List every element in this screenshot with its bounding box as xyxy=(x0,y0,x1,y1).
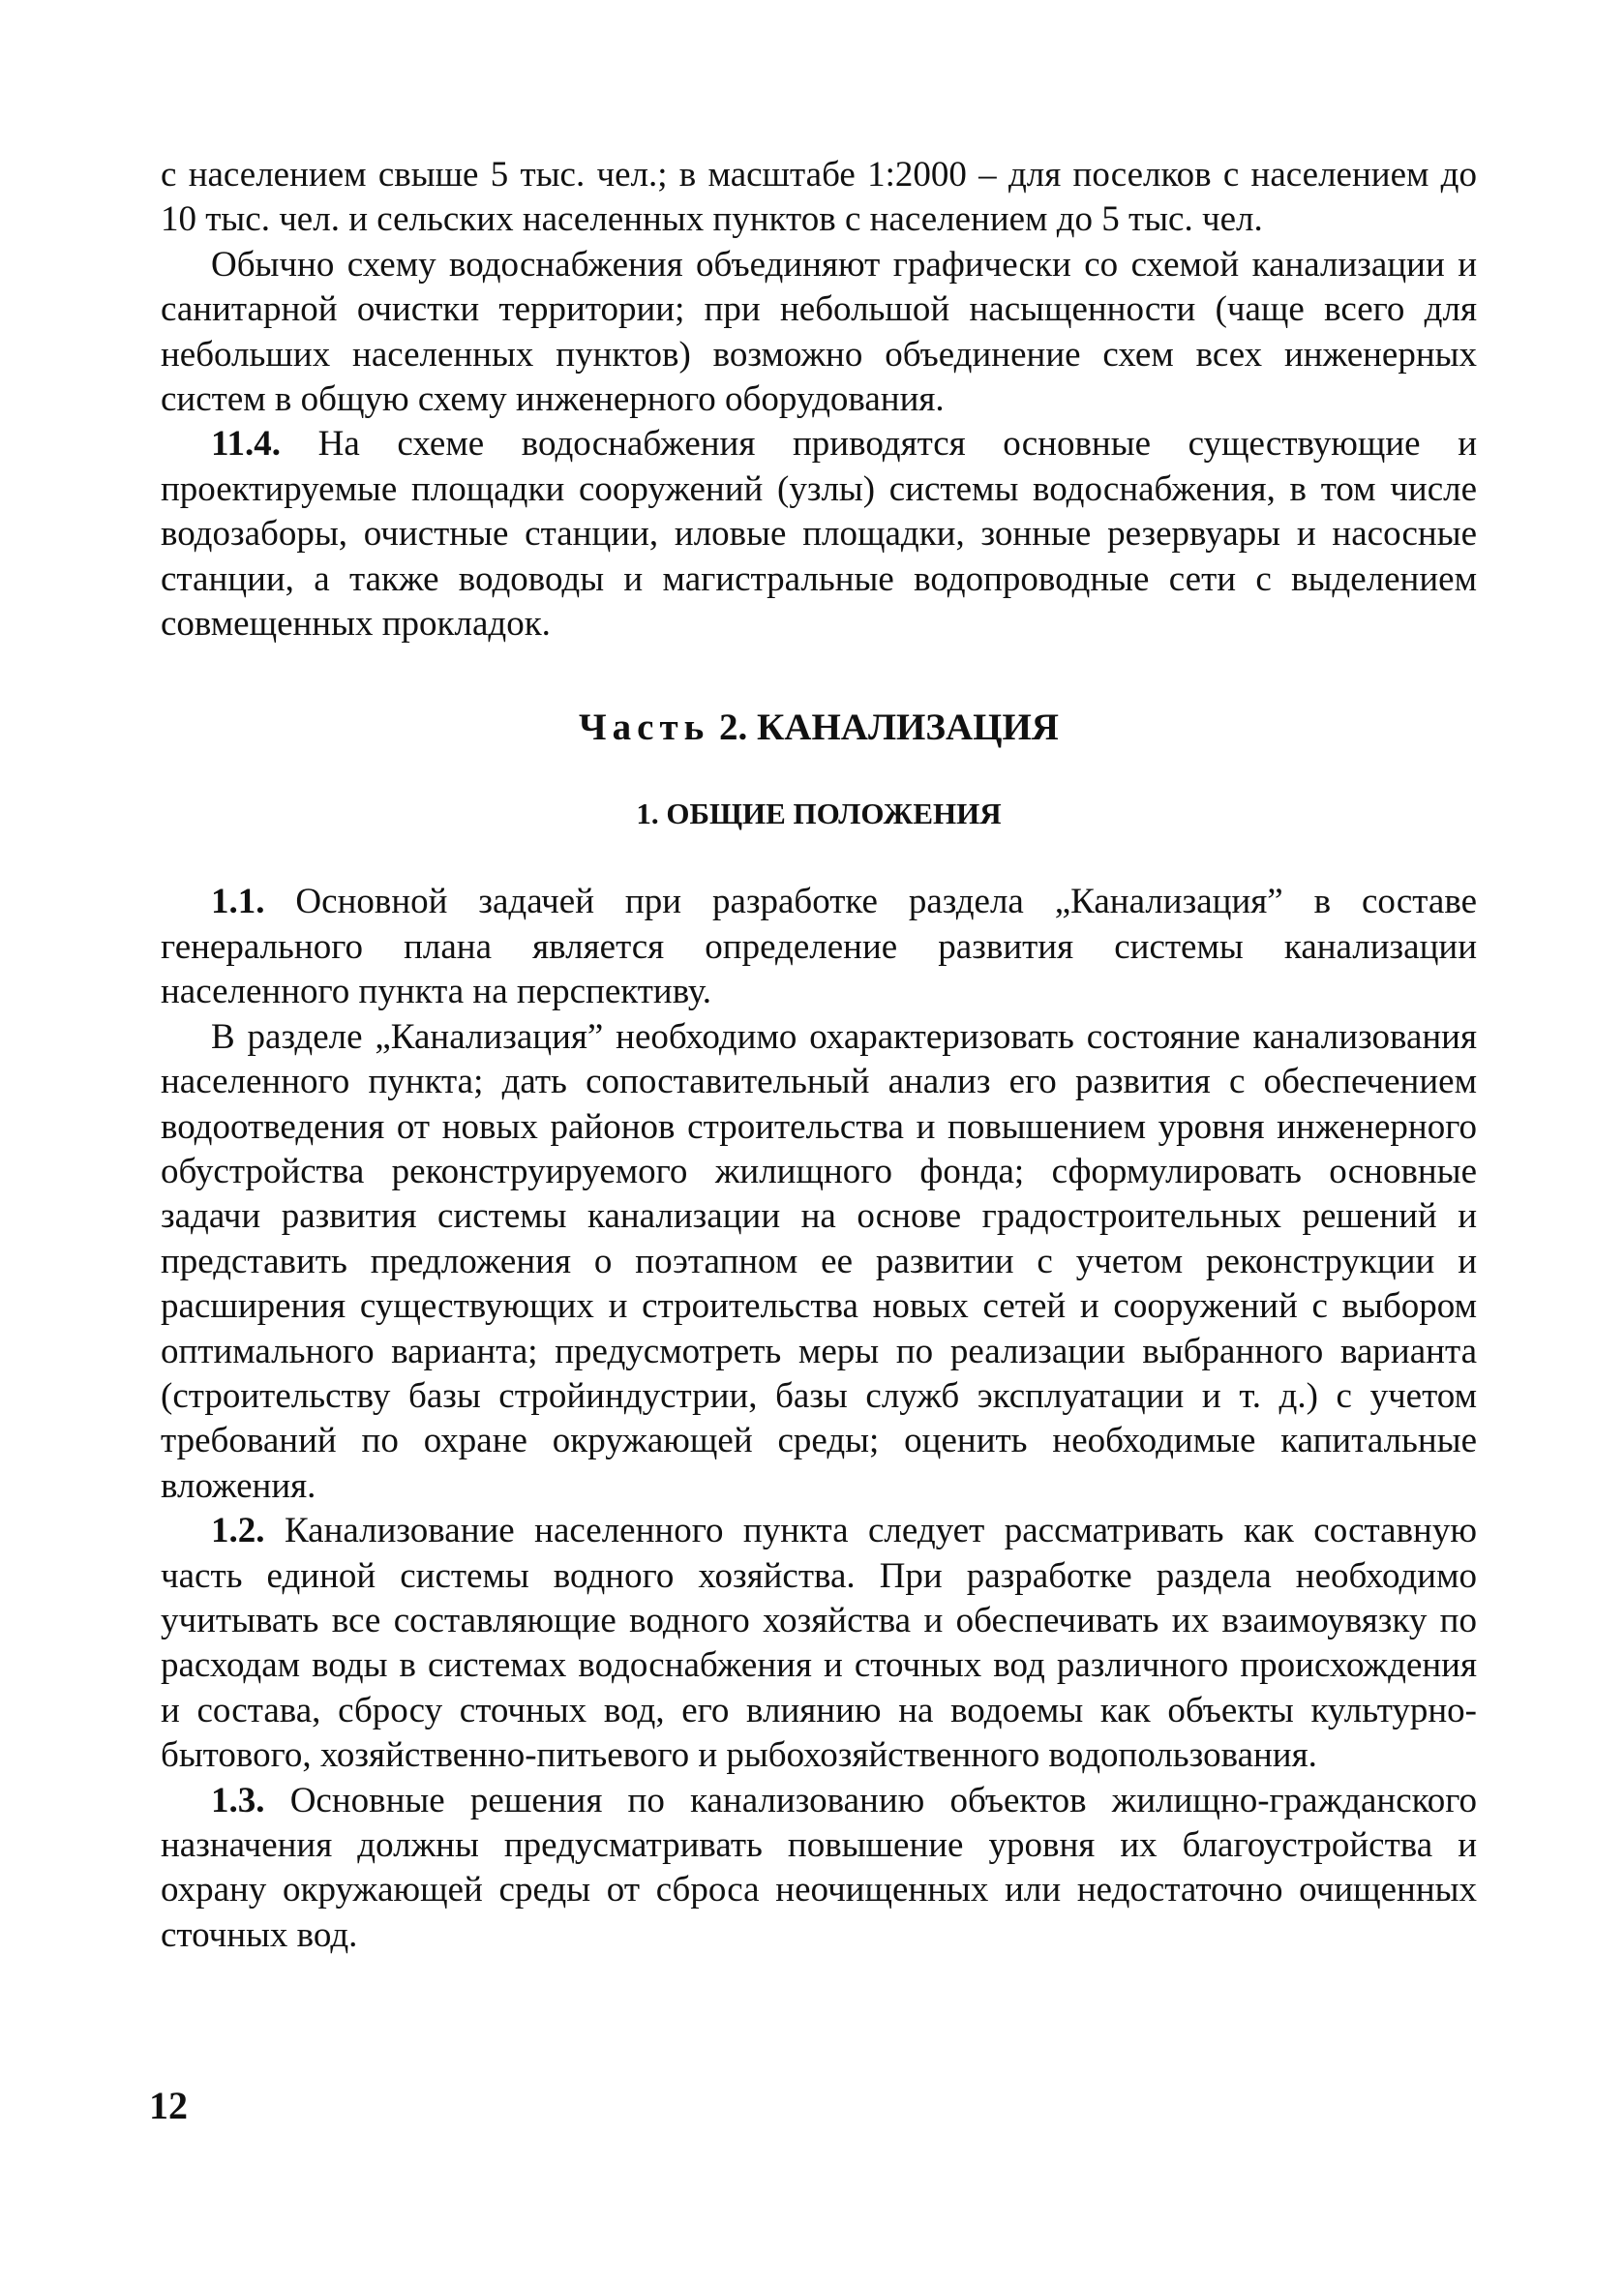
clause-number: 1.2. xyxy=(211,1511,265,1551)
page-body xyxy=(161,153,1477,1958)
part-heading-word: Часть xyxy=(579,707,710,749)
paragraph-1-2 xyxy=(161,1509,1477,1778)
paragraph-water-supply-scheme: Обычно схему водоснабжения объединяют графически со схемой канализации и санитарной очистки территории; при небольшой насыщенности (чаще всего для небольших населенных пунктов) возможно объединение схем всех инженерных систем в общую схему инженерного оборудования. xyxy=(161,244,1477,420)
paragraph-11-4 xyxy=(161,422,1477,647)
clause-text: На схеме водоснабжения приводятся основные существующие и проектируемые площадки сооружений (узлы) системы водоснабжения, в том числе водозаборы, очистные станции, иловые площадки, зонные резервуары и насосные станции, а также водоводы и магистральные водопроводные сети с выделением совмещенных прокладок. xyxy=(161,424,1477,645)
paragraph-1-1 xyxy=(161,880,1477,1014)
page-number: 12 xyxy=(149,2084,188,2127)
clause-text: Основной задачей при разработке раздела „Канализация” в составе генерального плана является определение развития системы канализации населенного пункта на перспективу. xyxy=(161,882,1477,1012)
clause-text: Основные решения по канализованию объектов жилищно-гражданского назначения должны предусматривать повышение уровня их благоустройства и охрану окружающей среды от сброса неочищенных или недостаточно очищенных сточных вод. xyxy=(161,1780,1477,1955)
paragraph-1-3 xyxy=(161,1779,1477,1959)
paragraph-continuation: с населением свыше 5 тыс. чел.; в масштабе 1:2000 – для поселков с населением до 10 тыс. чел. и сельских населенных пунктов с населением до 5 тыс. чел. xyxy=(161,155,1477,240)
paragraph-section-requirements: В разделе „Канализация” необходимо охарактеризовать состояние канализования населенного пункта; дать сопоставительный анализ его развития с обеспечением водоотведения от новых районов строительства и повышением уровня инженерного обустройства реконструируемого жилищного фонда; сформулировать основные задачи развития системы канализации на основе градостроительных решений и представить предложения о поэтапном ее развитии с учетом реконструкции и расширения существующих и строительства новых сетей и сооружений с выбором оптимального варианта; предусмотреть меры по реализации выбранного варианта (строительству базы стройиндустрии, базы служб эксплуатации и т. д.) с учетом требований по охране окружающей среды; оценить необходимые капитальные вложения. xyxy=(161,1016,1477,1506)
clause-number: 1.3. xyxy=(211,1780,265,1820)
clause-text: Канализование населенного пункта следует рассматривать как составную часть единой системы водного хозяйства. При разработке раздела необходимо учитывать все составляющие водного хозяйства и обеспечивать их взаимоувязку по расходам воды в системах водоснабжения и сточных вод различного происхождения и состава, сбросу сточных вод, его влиянию на водоемы как объекты культурно-бытового, хозяйственно-питьевого и рыбохозяйственного водопользования. xyxy=(161,1511,1477,1776)
part-heading-title: 2. КАНАЛИЗАЦИЯ xyxy=(709,707,1059,749)
section-heading: 1. ОБЩИЕ ПОЛОЖЕНИЯ xyxy=(636,797,1002,831)
clause-number: 11.4. xyxy=(211,424,281,465)
part-heading xyxy=(161,704,1477,752)
clause-number: 1.1. xyxy=(211,882,265,922)
